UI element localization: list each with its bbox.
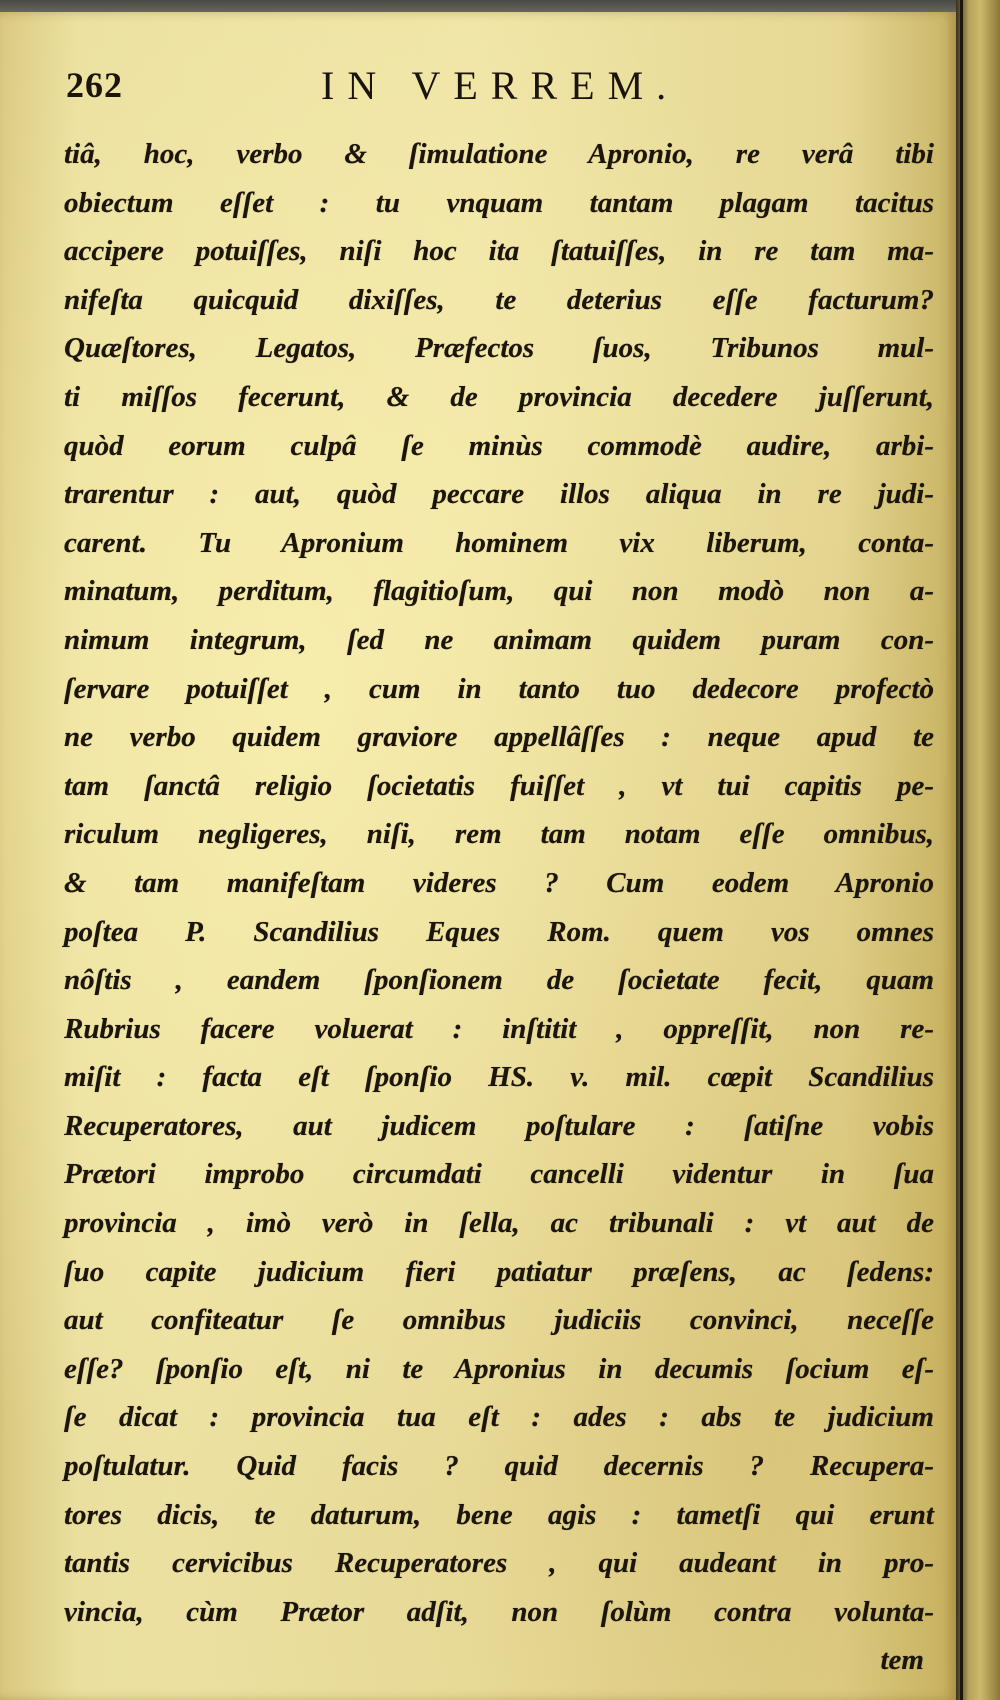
text-line: provincia , imò verò in ſella, ac tribunali : vt aut de bbox=[64, 1207, 934, 1240]
text-line: vincia, cùm Prætor adſit, non ſolùm contra volunta- bbox=[64, 1595, 934, 1628]
text-line: ſuo capite judicium fieri patiatur præſens, ac ſedens: bbox=[64, 1255, 934, 1288]
text-line: trarentur : aut, quòd peccare illos aliqua in re judi- bbox=[64, 478, 934, 511]
page-number: 262 bbox=[66, 65, 123, 105]
text-line: quòd eorum culpâ ſe minùs commodè audire, arbi- bbox=[64, 429, 934, 462]
page-header bbox=[66, 62, 926, 122]
text-line: eſſe? ſponſio eſt, ni te Apronius in decumis ſocium eſ- bbox=[64, 1352, 934, 1385]
text-line: aut confiteatur ſe omnibus judiciis convinci, neceſſe bbox=[64, 1304, 934, 1337]
text-line: carent. Tu Apronium hominem vix liberum, conta- bbox=[64, 526, 934, 559]
adjacent-page-edge bbox=[956, 0, 1000, 1700]
text-line: ſervare potuiſſet , cum in tanto tuo dedecore profectò bbox=[64, 672, 934, 705]
text-line: tantis cervicibus Recuperatores , qui audeant in pro- bbox=[64, 1547, 934, 1580]
text-line: nimum integrum, ſed ne animam quidem puram con- bbox=[64, 623, 934, 656]
text-line: miſit : facta eſt ſponſio HS. v. mil. cœpit Scandilius bbox=[64, 1061, 934, 1094]
text-line: Recuperatores, aut judicem poſtulare : ſatiſne vobis bbox=[64, 1109, 934, 1142]
text-line: poſtulatur. Quid facis ? quid decernis ? Recupera- bbox=[64, 1450, 934, 1483]
text-line: minatum, perditum, flagitioſum, qui non modò non a- bbox=[64, 575, 934, 608]
page-body-text bbox=[64, 130, 934, 1685]
book-page bbox=[0, 12, 956, 1700]
text-line: obiectum eſſet : tu vnquam tantam plagam tacitus bbox=[64, 186, 934, 219]
catchword: tem bbox=[880, 1644, 924, 1677]
text-line: poſtea P. Scandilius Eques Rom. quem vos omnes bbox=[64, 915, 934, 948]
text-line: & tam manifeſtam videres ? Cum eodem Apronio bbox=[64, 866, 934, 899]
text-line: Rubrius facere voluerat : inſtitit , oppreſſit, non re- bbox=[64, 1012, 934, 1045]
text-line: ſe dicat : provincia tua eſt : ades : abs te judicium bbox=[64, 1401, 934, 1434]
page-gutter-line bbox=[960, 0, 963, 1700]
text-line: tam ſanctâ religio ſocietatis fuiſſet , vt tui capitis pe- bbox=[64, 769, 934, 802]
running-title: IN VERREM. bbox=[321, 63, 680, 108]
text-line: tores dicis, te daturum, bene agis : tametſi qui erunt bbox=[64, 1498, 934, 1531]
text-line: ne verbo quidem graviore appellâſſes : neque apud te bbox=[64, 721, 934, 754]
text-line: accipere potuiſſes, niſi hoc ita ſtatuiſſes, in re tam ma- bbox=[64, 235, 934, 268]
text-line: nifeſta quicquid dixiſſes, te deterius eſſe facturum? bbox=[64, 283, 934, 316]
text-line: Quæſtores, Legatos, Præfectos ſuos, Tribunos mul- bbox=[64, 332, 934, 365]
text-line: Prætori improbo circumdati cancelli videntur in ſua bbox=[64, 1158, 934, 1191]
text-line: nôſtis , eandem ſponſionem de ſocietate fecit, quam bbox=[64, 964, 934, 997]
text-line: tiâ, hoc, verbo & ſimulatione Apronio, re verâ tibi bbox=[64, 138, 934, 170]
text-line: riculum negligeres, niſi, rem tam notam eſſe omnibus, bbox=[64, 818, 934, 851]
text-line: ti miſſos fecerunt, & de provincia decedere juſſerunt, bbox=[64, 380, 934, 413]
